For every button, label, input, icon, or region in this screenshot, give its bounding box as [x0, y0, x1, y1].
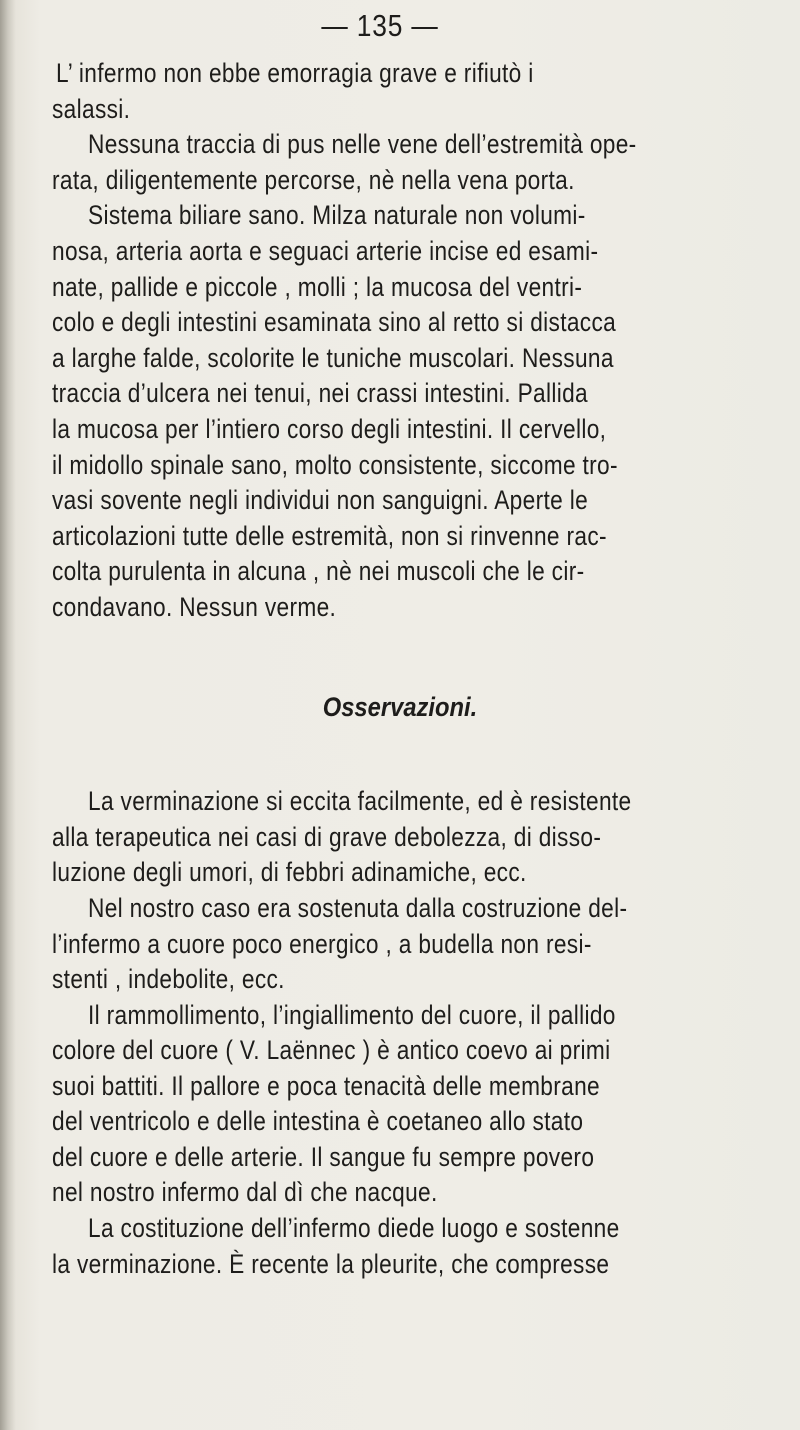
- text-line: colta purulenta in alcuna , nè nei muscoli che le cir-: [52, 556, 585, 586]
- text-line: articolazioni tutte delle estremità, non si rinvenne rac-: [52, 521, 607, 551]
- text-line: stenti , indebolite, ecc.: [52, 964, 285, 994]
- page-number: — 135 —: [321, 8, 439, 43]
- text-line: rata, diligentemente percorse, nè nella vena porta.: [52, 165, 575, 195]
- section-heading: Osservazioni.: [322, 692, 478, 722]
- text-line: condavano. Nessun verme.: [52, 592, 337, 622]
- text-line: la mucosa per l’intiero corso degli intestini. Il cervello,: [52, 414, 607, 444]
- text-line: l’infermo a cuore poco energico , a budella non resi-: [52, 929, 592, 959]
- text-line: Nessuna traccia di pus nelle vene dell’estremità ope-: [88, 129, 637, 159]
- text-line: Nel nostro caso era sostenuta dalla costruzione del-: [88, 893, 628, 923]
- text-line: nate, pallide e piccole , molli ; la mucosa del ventri-: [52, 272, 583, 302]
- text-line: del ventricolo e delle intestina è coetaneo allo stato: [52, 1106, 584, 1136]
- text-line: La costituzione dell’infermo diede luogo e sostenne: [88, 1213, 620, 1243]
- text-line: nosa, arteria aorta e seguaci arterie incise ed esami-: [52, 236, 599, 266]
- text-line: vasi sovente negli individui non sanguigni. Aperte le: [52, 485, 589, 515]
- spine-shadow: [0, 0, 16, 1430]
- text-line: salassi.: [52, 94, 131, 124]
- text-line: alla terapeutica nei casi di grave debolezza, di disso-: [52, 822, 602, 852]
- text-line: nel nostro infermo dal dì che nacque.: [52, 1177, 438, 1207]
- text-line: traccia d’ulcera nei tenui, nei crassi intestini. Pallida: [52, 378, 589, 408]
- text-line: colore del cuore ( V. Laënnec ) è antico coevo ai primi: [52, 1035, 611, 1065]
- text-line: il midollo spinale sano, molto consistente, siccome tro-: [52, 450, 618, 480]
- text-line: L’ infermo non ebbe emorragia grave e rifiutò i: [56, 58, 534, 88]
- text-line: del cuore e delle arterie. Il sangue fu sempre povero: [52, 1142, 595, 1172]
- text-line: suoi battiti. Il pallore e poca tenacità delle membrane: [52, 1071, 600, 1101]
- text-line: a larghe falde, scolorite le tuniche muscolari. Nessuna: [52, 343, 614, 373]
- text-line: Il rammollimento, l’ingiallimento del cuore, il pallido: [88, 1000, 616, 1030]
- text-line: Sistema biliare sano. Milza naturale non volumi-: [88, 200, 586, 230]
- text-line: La verminazione si eccita facilmente, ed è resistente: [88, 786, 632, 816]
- text-line: colo e degli intestini esaminata sino al retto si distacca: [52, 307, 617, 337]
- text-line: luzione degli umori, di febbri adinamiche, ecc.: [52, 857, 527, 887]
- text-line: la verminazione. È recente la pleurite, che compresse: [52, 1249, 610, 1279]
